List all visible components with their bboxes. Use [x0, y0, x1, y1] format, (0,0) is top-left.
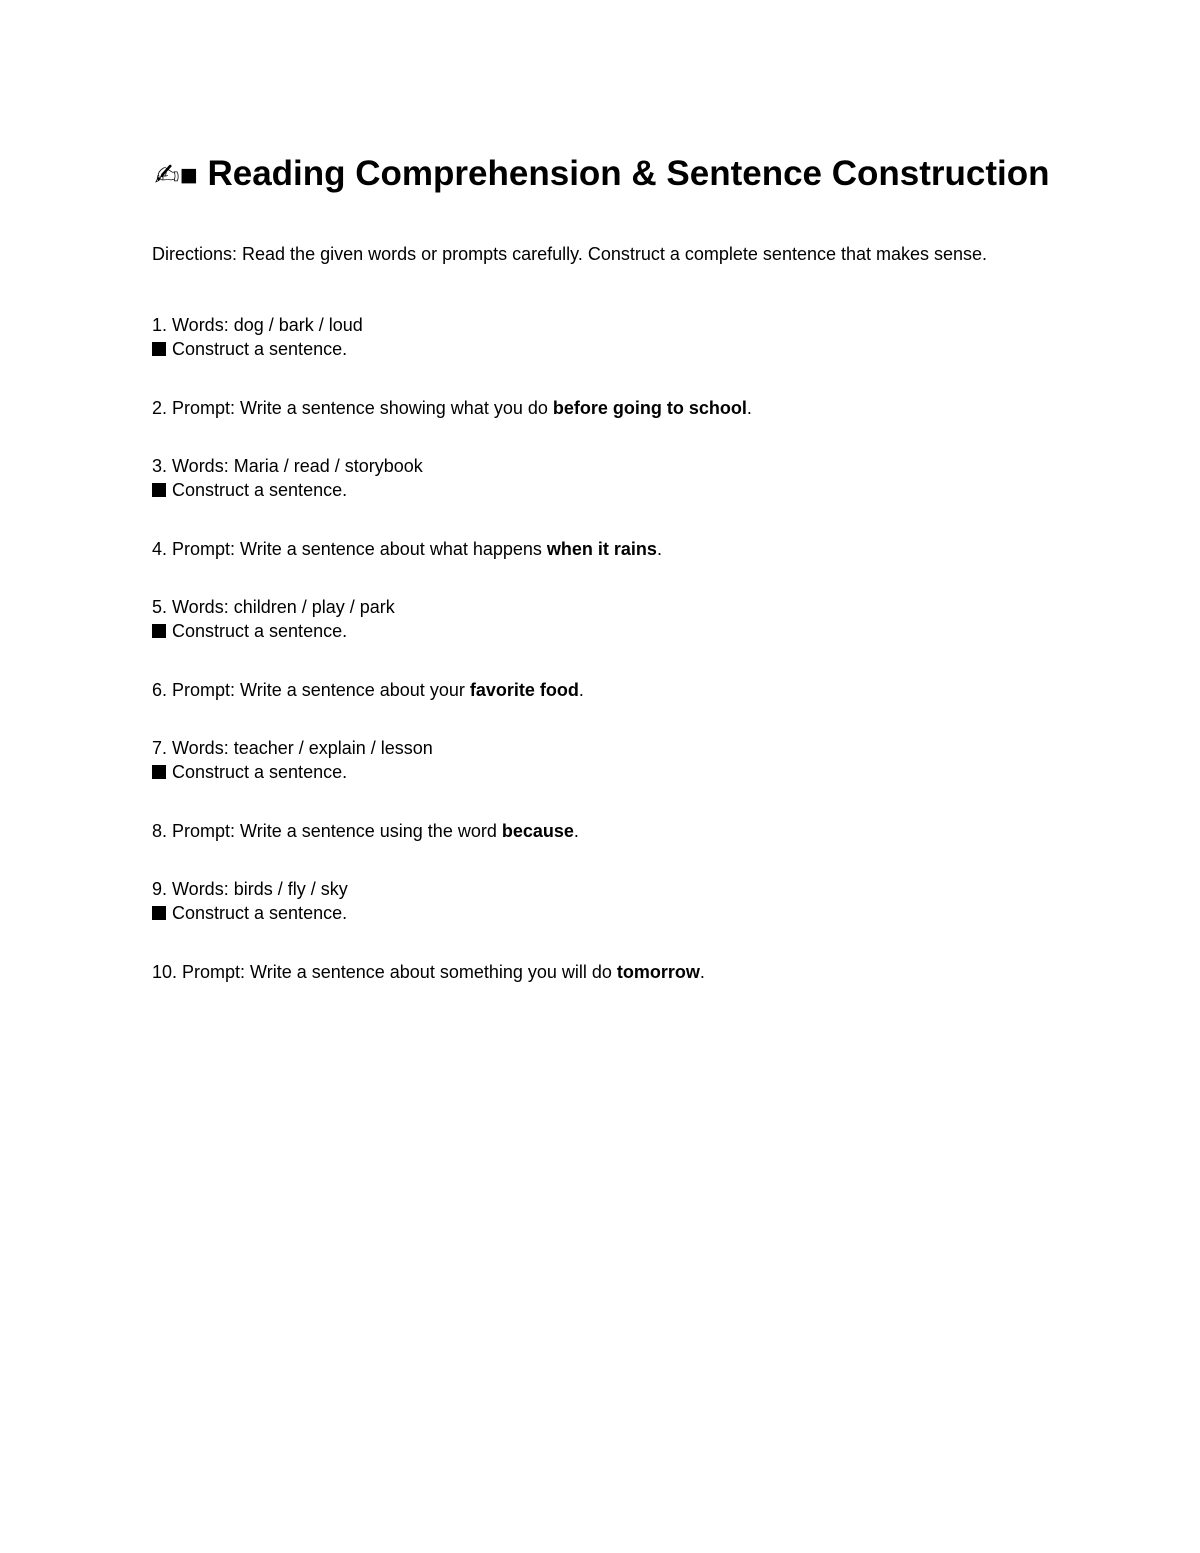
exercise-item-1 [152, 313, 1052, 361]
exercise-item-8 [152, 819, 1052, 843]
exercise-item-6 [152, 678, 1052, 702]
prompt-emphasis: favorite food [469, 680, 579, 700]
exercise-prompt [152, 537, 1052, 561]
instruction-text: Construct a sentence. [172, 762, 348, 782]
square-bullet-icon [152, 483, 166, 497]
exercise-words: 5. Words: children / play / park [152, 597, 395, 617]
exercise-instruction [152, 478, 1052, 502]
exercise-item-7 [152, 736, 1052, 784]
exercise-instruction [152, 619, 1052, 643]
exercise-item-4 [152, 537, 1052, 561]
exercise-instruction [152, 337, 1052, 361]
exercise-item-9 [152, 877, 1052, 925]
instruction-text: Construct a sentence. [172, 480, 348, 500]
exercise-instruction [152, 901, 1052, 925]
exercise-prompt [152, 396, 1052, 420]
exercise-item-5 [152, 595, 1052, 643]
exercise-words: 1. Words: dog / bark / loud [152, 315, 363, 335]
square-bullet-icon [152, 906, 166, 920]
prompt-end: . [746, 398, 752, 418]
instruction-text: Construct a sentence. [172, 339, 348, 359]
instruction-text: Construct a sentence. [172, 621, 348, 641]
exercise-words: 7. Words: teacher / explain / lesson [152, 738, 433, 758]
exercise-words: 9. Words: birds / fly / sky [152, 879, 348, 899]
exercise-prompt [152, 678, 1052, 702]
prompt-emphasis: because [501, 821, 574, 841]
prompt-end: . [699, 962, 705, 982]
page-title [152, 152, 1052, 198]
prompt-emphasis: when it rains [546, 539, 657, 559]
prompt-end: . [573, 821, 579, 841]
prompt-text: 4. Prompt: Write a sentence about what happens [152, 539, 547, 559]
prompt-text: 8. Prompt: Write a sentence using the word [152, 821, 502, 841]
exercise-list [152, 313, 1052, 984]
exercise-instruction [152, 760, 1052, 784]
square-bullet-icon [152, 624, 166, 638]
prompt-text: 6. Prompt: Write a sentence about your [152, 680, 470, 700]
exercise-prompt [152, 960, 1052, 984]
prompt-end: . [578, 680, 584, 700]
worksheet-page [152, 152, 1052, 1018]
instruction-text: Construct a sentence. [172, 903, 348, 923]
prompt-text: 10. Prompt: Write a sentence about something you will do [152, 962, 617, 982]
square-bullet-icon [152, 342, 166, 356]
exercise-words: 3. Words: Maria / read / storybook [152, 456, 423, 476]
exercise-item-3 [152, 454, 1052, 502]
page-title-text: Reading Comprehension & Sentence Construction [207, 154, 1050, 193]
prompt-text: 2. Prompt: Write a sentence showing what you do [152, 398, 553, 418]
writing-hand-icon: ✍■ [154, 159, 198, 192]
square-bullet-icon [152, 765, 166, 779]
prompt-end: . [656, 539, 662, 559]
exercise-item-10 [152, 960, 1052, 984]
exercise-item-2 [152, 396, 1052, 420]
prompt-emphasis: before going to school [552, 398, 747, 418]
prompt-emphasis: tomorrow [616, 962, 700, 982]
directions: Directions: Read the given words or prompts carefully. Construct a complete sentence that makes sense. [152, 244, 988, 264]
exercise-prompt [152, 819, 1052, 843]
